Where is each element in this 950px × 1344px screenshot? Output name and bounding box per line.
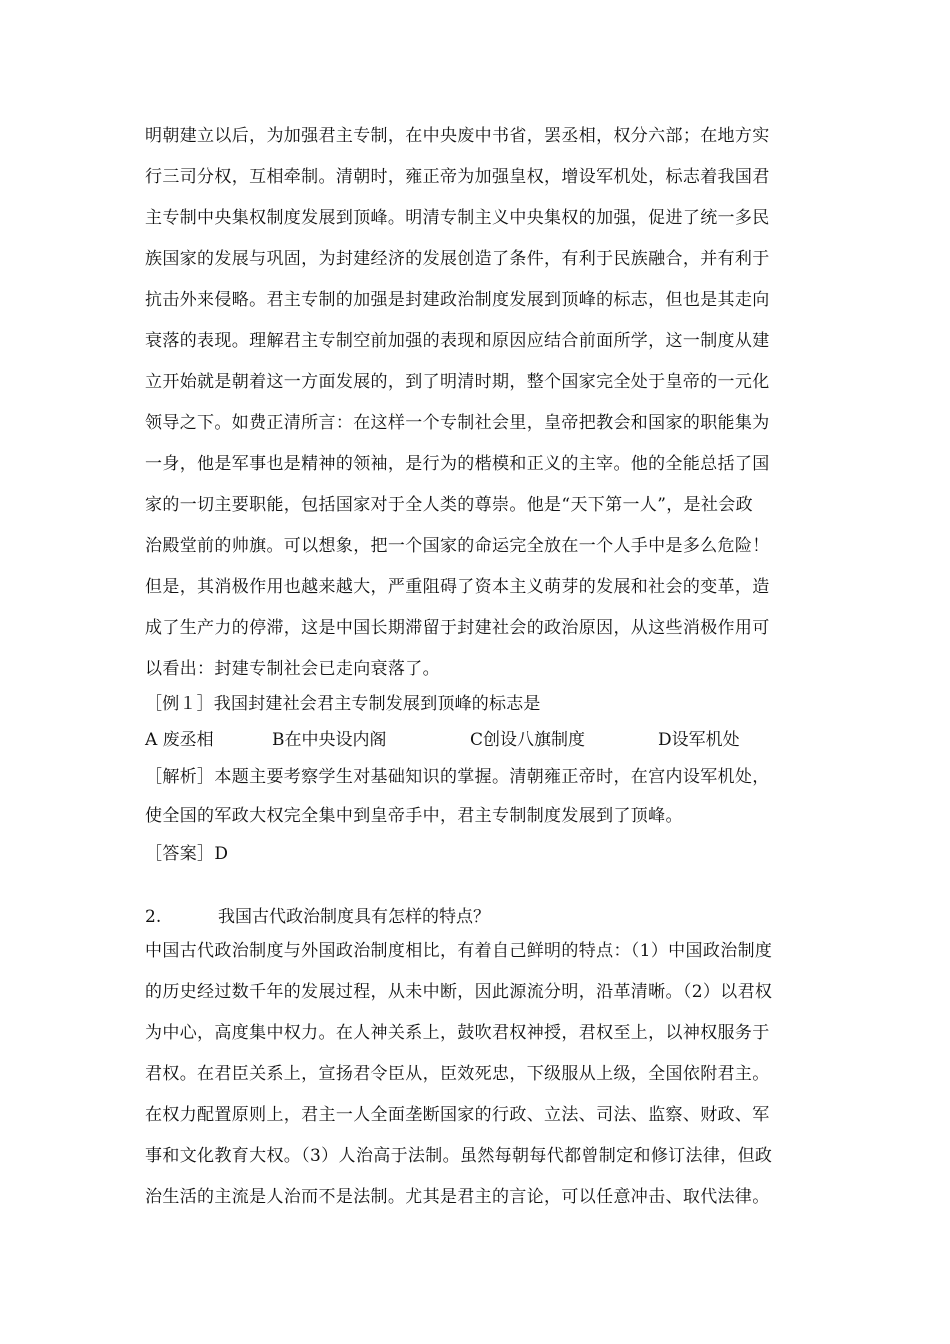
section-number: 2. bbox=[145, 907, 162, 927]
analysis-line: ［解析］本题主要考察学生对基础知识的掌握。清朝雍正帝时，在宫内设军机处， bbox=[145, 767, 770, 787]
paragraph-line: 治殿堂前的帅旗。可以想象，把一个国家的命运完全放在一个人手中是多么危险！ bbox=[145, 536, 770, 556]
paragraph-line: 但是，其消极作用也越来越大，严重阻碍了资本主义萌芽的发展和社会的变革，造 bbox=[145, 577, 770, 597]
paragraph-line: 族国家的发展与巩固，为封建经济的发展创造了条件，有利于民族融合，并有利于 bbox=[145, 249, 770, 269]
paragraph-line: 领导之下。如费正清所言：在这样一个专制社会里，皇帝把教会和国家的职能集为 bbox=[145, 413, 770, 433]
paragraph-line: 事和文化教育大权。（3）人治高于法制。虽然每朝每代都曾制定和修订法律，但政 bbox=[145, 1146, 773, 1166]
paragraph-line: 衰落的表现。理解君主专制空前加强的表现和原因应结合前面所学，这一制度从建 bbox=[145, 331, 770, 351]
paragraph-line: 成了生产力的停滞，这是中国长期滞留于封建社会的政治原因，从这些消极作用可 bbox=[145, 618, 770, 638]
paragraph-line: 在权力配置原则上，君主一人全面垄断国家的行政、立法、司法、监察、财政、军 bbox=[145, 1105, 770, 1125]
option-b: B在中央设内阁 bbox=[272, 730, 387, 750]
paragraph-line: 的历史经过数千年的发展过程，从未中断，因此源流分明，沿革清晰。（2）以君权 bbox=[145, 982, 773, 1002]
paragraph-line: 抗击外来侵略。君主专制的加强是封建政治制度发展到顶峰的标志，但也是其走向 bbox=[145, 290, 770, 310]
analysis-line: 使全国的军政大权完全集中到皇帝手中，君主专制制度发展到了顶峰。 bbox=[145, 806, 683, 826]
paragraph-line: 立开始就是朝着这一方面发展的，到了明清时期，整个国家完全处于皇帝的一元化 bbox=[145, 372, 770, 392]
paragraph-line: 君权。在君臣关系上，宣扬君令臣从，臣效死忠，下级服从上级，全国依附君主。 bbox=[145, 1064, 770, 1084]
paragraph-line: 一身，他是军事也是精神的领袖，是行为的楷模和正义的主宰。他的全能总括了国 bbox=[145, 454, 770, 474]
paragraph-line: 主专制中央集权制度发展到顶峰。明清专制主义中央集权的加强，促进了统一多民 bbox=[145, 208, 770, 228]
paragraph-line: 治生活的主流是人治而不是法制。尤其是君主的言论，可以任意冲击、取代法律。 bbox=[145, 1187, 770, 1207]
section-question: 我国古代政治制度具有怎样的特点？ bbox=[218, 907, 490, 927]
paragraph-line: 以看出：封建专制社会已走向衰落了。 bbox=[145, 659, 440, 679]
option-d: D设军机处 bbox=[658, 730, 740, 750]
paragraph-line: 中国古代政治制度与外国政治制度相比，有着自己鲜明的特点：（1）中国政治制度 bbox=[145, 941, 773, 961]
paragraph-line: 家的一切主要职能，包括国家对于全人类的尊崇。他是“天下第一人”，是社会政 bbox=[145, 495, 753, 515]
paragraph-line: 为中心，高度集中权力。在人神关系上，鼓吹君权神授，君权至上，以神权服务于 bbox=[145, 1023, 770, 1043]
option-a: A 废丞相 bbox=[145, 730, 214, 750]
answer: ［答案］D bbox=[145, 844, 229, 864]
example-question: ［例１］我国封建社会君主专制发展到顶峰的标志是 bbox=[145, 694, 541, 714]
paragraph-line: 行三司分权，互相牵制。清朝时，雍正帝为加强皇权，增设军机处，标志着我国君 bbox=[145, 167, 770, 187]
paragraph-line: 明朝建立以后，为加强君主专制，在中央废中书省，罢丞相，权分六部；在地方实 bbox=[145, 126, 770, 146]
option-c: C创设八旗制度 bbox=[470, 730, 586, 750]
